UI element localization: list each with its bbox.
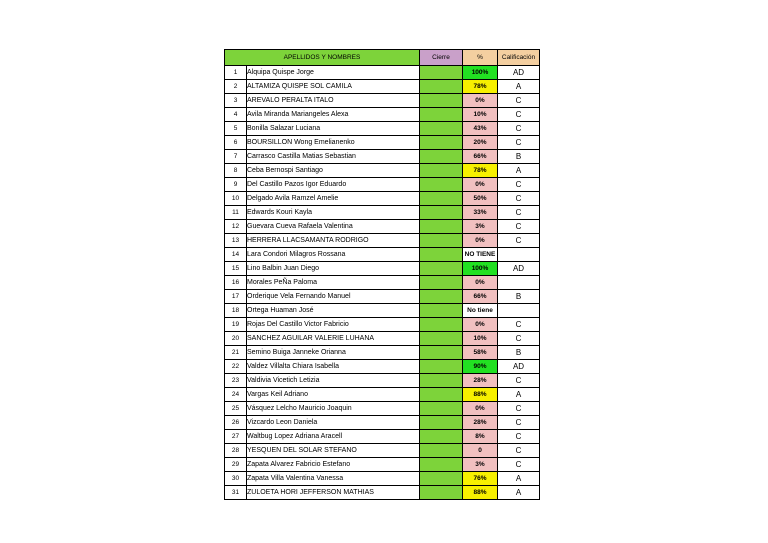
cierre-cell (420, 402, 463, 416)
grade-cell: A (498, 388, 540, 402)
grade-cell: AD (498, 262, 540, 276)
grade-cell: C (498, 234, 540, 248)
cierre-cell (420, 318, 463, 332)
header-percent: % (463, 50, 498, 66)
grade-cell: C (498, 374, 540, 388)
percent-cell: 76% (463, 472, 498, 486)
grade-cell: C (498, 402, 540, 416)
header-grade: Calificación (498, 50, 540, 66)
grade-cell: A (498, 164, 540, 178)
cierre-cell (420, 220, 463, 234)
percent-cell: 0% (463, 318, 498, 332)
cierre-cell (420, 80, 463, 94)
grade-cell: C (498, 94, 540, 108)
grade-cell: C (498, 430, 540, 444)
row-number: 1 (225, 66, 247, 80)
student-name: Ceba Bernospi Santiago (247, 164, 420, 178)
grade-cell: C (498, 206, 540, 220)
table-row (225, 472, 540, 486)
student-name: Avila Miranda Mariangeles Alexa (247, 108, 420, 122)
row-number: 17 (225, 290, 247, 304)
cierre-cell (420, 332, 463, 346)
grade-cell: C (498, 178, 540, 192)
student-name: Vargas Keil Adriano (247, 388, 420, 402)
student-name: Valdivia Vicetich Letizia (247, 374, 420, 388)
table-row (225, 360, 540, 374)
percent-cell: 28% (463, 374, 498, 388)
table-row (225, 206, 540, 220)
grade-cell: A (498, 472, 540, 486)
percent-cell: 66% (463, 150, 498, 164)
cierre-cell (420, 262, 463, 276)
percent-cell: 88% (463, 388, 498, 402)
percent-cell: 78% (463, 80, 498, 94)
table-row (225, 94, 540, 108)
student-name: Morales PeÑa Paloma (247, 276, 420, 290)
percent-cell: 10% (463, 332, 498, 346)
cierre-cell (420, 472, 463, 486)
student-name: Edwards Kouri Kayla (247, 206, 420, 220)
header-cierre: Cierre (420, 50, 463, 66)
cierre-cell (420, 290, 463, 304)
table-row (225, 262, 540, 276)
percent-cell: 0% (463, 178, 498, 192)
grade-cell: A (498, 80, 540, 94)
row-number: 9 (225, 178, 247, 192)
percent-cell: 90% (463, 360, 498, 374)
row-number: 5 (225, 122, 247, 136)
percent-cell: 20% (463, 136, 498, 150)
row-number: 14 (225, 248, 247, 262)
cierre-cell (420, 206, 463, 220)
table-row (225, 178, 540, 192)
percent-cell: 8% (463, 430, 498, 444)
grades-table (224, 49, 540, 500)
header-row (225, 50, 540, 66)
table-row (225, 388, 540, 402)
table-row (225, 164, 540, 178)
student-name: Rojas Del Castillo Victor Fabricio (247, 318, 420, 332)
grade-cell: AD (498, 66, 540, 80)
grade-cell (498, 304, 540, 318)
table-row (225, 444, 540, 458)
grade-cell: C (498, 332, 540, 346)
grade-cell: B (498, 150, 540, 164)
row-number: 23 (225, 374, 247, 388)
percent-cell: 100% (463, 262, 498, 276)
table-row (225, 346, 540, 360)
row-number: 29 (225, 458, 247, 472)
grade-cell (498, 248, 540, 262)
cierre-cell (420, 276, 463, 290)
table-row (225, 318, 540, 332)
cierre-cell (420, 122, 463, 136)
row-number: 22 (225, 360, 247, 374)
row-number: 21 (225, 346, 247, 360)
row-number: 10 (225, 192, 247, 206)
student-name: Lino Balbin Juan Diego (247, 262, 420, 276)
student-name: ALTAMIZA QUISPE SOL CAMILA (247, 80, 420, 94)
student-name: Vizcardo Leon Daniela (247, 416, 420, 430)
percent-cell: No tiene (463, 304, 498, 318)
row-number: 31 (225, 486, 247, 500)
table-row (225, 486, 540, 500)
row-number: 24 (225, 388, 247, 402)
percent-cell: 0 (463, 444, 498, 458)
percent-cell: 78% (463, 164, 498, 178)
row-number: 26 (225, 416, 247, 430)
student-name: Ortega Huaman José (247, 304, 420, 318)
cierre-cell (420, 374, 463, 388)
grade-cell: C (498, 444, 540, 458)
table-row (225, 66, 540, 80)
percent-cell: 3% (463, 458, 498, 472)
student-name: Delgado Avila Ramzel Amelie (247, 192, 420, 206)
cierre-cell (420, 458, 463, 472)
cierre-cell (420, 108, 463, 122)
grade-cell: B (498, 290, 540, 304)
grade-cell (498, 276, 540, 290)
row-number: 6 (225, 136, 247, 150)
row-number: 20 (225, 332, 247, 346)
table-row (225, 430, 540, 444)
cierre-cell (420, 486, 463, 500)
grade-cell: C (498, 318, 540, 332)
student-name: Zapata Villa Valentina Vanessa (247, 472, 420, 486)
percent-cell: 100% (463, 66, 498, 80)
grade-cell: C (498, 220, 540, 234)
student-name: Vásquez Lelcho Mauricio Joaquin (247, 402, 420, 416)
percent-cell: 58% (463, 346, 498, 360)
header-names: APELLIDOS Y NOMBRES (225, 50, 420, 66)
cierre-cell (420, 136, 463, 150)
cierre-cell (420, 192, 463, 206)
cierre-cell (420, 304, 463, 318)
student-name: Valdez Villalta Chiara Isabella (247, 360, 420, 374)
table-row (225, 276, 540, 290)
table-row (225, 416, 540, 430)
grade-cell: C (498, 122, 540, 136)
row-number: 4 (225, 108, 247, 122)
table-row (225, 80, 540, 94)
student-name: Guevara Cueva Rafaela Valentina (247, 220, 420, 234)
percent-cell: 50% (463, 192, 498, 206)
row-number: 28 (225, 444, 247, 458)
row-number: 3 (225, 94, 247, 108)
student-name: Bonilla Salazar Luciana (247, 122, 420, 136)
grade-cell: C (498, 108, 540, 122)
row-number: 8 (225, 164, 247, 178)
percent-cell: NO TIENE (463, 248, 498, 262)
row-number: 19 (225, 318, 247, 332)
row-number: 7 (225, 150, 247, 164)
student-name: Waltbug Lopez Adriana Aracell (247, 430, 420, 444)
cierre-cell (420, 430, 463, 444)
student-name: AREVALO PERALTA ITALO (247, 94, 420, 108)
cierre-cell (420, 248, 463, 262)
cierre-cell (420, 164, 463, 178)
percent-cell: 0% (463, 94, 498, 108)
student-name: YESQUEN DEL SOLAR STEFANO (247, 444, 420, 458)
student-name: Carrasco Castilla Matias Sebastian (247, 150, 420, 164)
row-number: 27 (225, 430, 247, 444)
table-row (225, 122, 540, 136)
student-rows (225, 66, 540, 500)
cierre-cell (420, 388, 463, 402)
table-row (225, 234, 540, 248)
row-number: 30 (225, 472, 247, 486)
table-row (225, 402, 540, 416)
percent-cell: 88% (463, 486, 498, 500)
table-row (225, 458, 540, 472)
table-row (225, 150, 540, 164)
student-name: SANCHEZ AGUILAR VALERIE LUHANA (247, 332, 420, 346)
percent-cell: 0% (463, 402, 498, 416)
student-name: Zapata Alvarez Fabricio Estefano (247, 458, 420, 472)
cierre-cell (420, 234, 463, 248)
row-number: 12 (225, 220, 247, 234)
grade-cell: C (498, 416, 540, 430)
student-name: Lara Condori Milagros Rossana (247, 248, 420, 262)
table-row (225, 192, 540, 206)
cierre-cell (420, 94, 463, 108)
cierre-cell (420, 444, 463, 458)
grade-cell: AD (498, 360, 540, 374)
row-number: 2 (225, 80, 247, 94)
table-row (225, 220, 540, 234)
student-name: Semino Buiga Janneke Orianna (247, 346, 420, 360)
percent-cell: 28% (463, 416, 498, 430)
row-number: 11 (225, 206, 247, 220)
percent-cell: 0% (463, 276, 498, 290)
table-row (225, 136, 540, 150)
student-name: Del Castillo Pazos Igor Eduardo (247, 178, 420, 192)
row-number: 13 (225, 234, 247, 248)
cierre-cell (420, 178, 463, 192)
student-name: ZULOETA HORI JEFFERSON MATHIAS (247, 486, 420, 500)
percent-cell: 66% (463, 290, 498, 304)
cierre-cell (420, 416, 463, 430)
percent-cell: 10% (463, 108, 498, 122)
table-row (225, 332, 540, 346)
row-number: 16 (225, 276, 247, 290)
grade-cell: A (498, 486, 540, 500)
student-name: Orderique Vela Fernando Manuel (247, 290, 420, 304)
grade-cell: C (498, 458, 540, 472)
student-name: Alquipa Quispe Jorge (247, 66, 420, 80)
table-row (225, 290, 540, 304)
table-row (225, 374, 540, 388)
cierre-cell (420, 150, 463, 164)
table-row (225, 108, 540, 122)
table-row (225, 248, 540, 262)
cierre-cell (420, 360, 463, 374)
grade-cell: B (498, 346, 540, 360)
percent-cell: 3% (463, 220, 498, 234)
cierre-cell (420, 66, 463, 80)
percent-cell: 43% (463, 122, 498, 136)
row-number: 18 (225, 304, 247, 318)
grade-cell: C (498, 136, 540, 150)
student-name: HERRERA LLACSAMANTA RODRIGO (247, 234, 420, 248)
table-row (225, 304, 540, 318)
row-number: 25 (225, 402, 247, 416)
percent-cell: 33% (463, 206, 498, 220)
grade-cell: C (498, 192, 540, 206)
cierre-cell (420, 346, 463, 360)
percent-cell: 0% (463, 234, 498, 248)
row-number: 15 (225, 262, 247, 276)
student-name: BOURSILLON Wong Emelianenko (247, 136, 420, 150)
